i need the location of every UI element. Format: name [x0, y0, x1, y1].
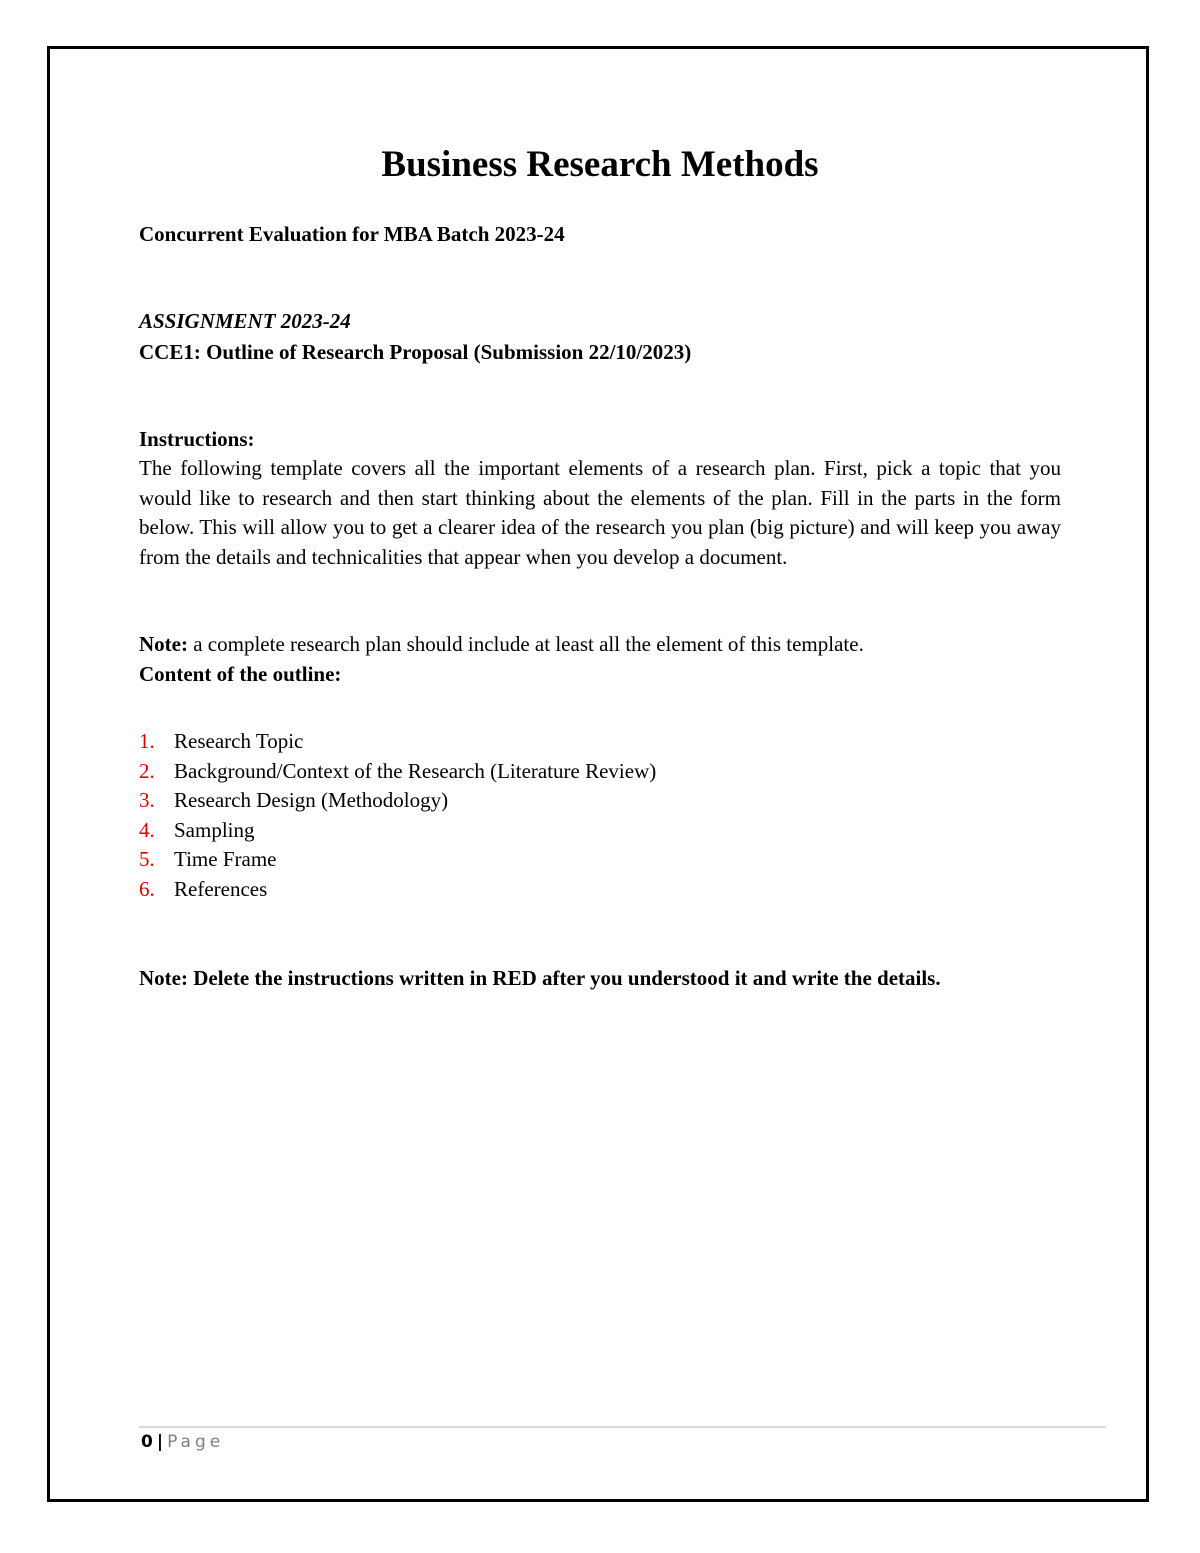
- list-item: [139, 727, 656, 757]
- page-number: 0: [141, 1432, 153, 1452]
- note-text: a complete research plan should include at least all the element of this template.: [187, 632, 864, 656]
- list-item: [139, 816, 656, 846]
- list-item-text: Sampling: [174, 817, 255, 842]
- list-item: [139, 757, 656, 787]
- instructions-label: Instructions:: [139, 427, 255, 451]
- list-item-text: Research Topic: [174, 729, 304, 753]
- page-footer: [141, 1430, 224, 1454]
- list-item-number: 1.: [139, 729, 155, 753]
- document-title: Business Research Methods: [381, 144, 819, 185]
- outline-list: [139, 727, 656, 905]
- list-item: [139, 845, 656, 875]
- list-item-number: 3.: [139, 788, 155, 813]
- cce-title: CCE1: Outline of Research Proposal (Submission 22/10/2023): [139, 340, 692, 364]
- assignment-label: ASSIGNMENT 2023-24: [139, 309, 351, 333]
- list-item-text: Research Design (Methodology): [174, 788, 449, 813]
- list-item-number: 4.: [139, 817, 155, 842]
- instructions-body: The following template covers all the important elements of a research plan. First, pick a topic that you would like to research and then start thinking about the elements of the plan. Fill in the parts in the form below. This will allow you to get a clearer idea of the research you plan (big picture) and will keep you away from the details and technicalities that appear when you develop a document.: [139, 456, 1061, 569]
- note-delete-instructions: Note: Delete the instructions written in RED after you understood it and write the details.: [139, 966, 941, 990]
- list-item-number: 2.: [139, 758, 155, 783]
- list-item: [139, 875, 656, 905]
- list-item-number: 5.: [139, 847, 155, 872]
- list-item-number: 6.: [139, 876, 155, 901]
- list-item-text: Time Frame: [174, 847, 277, 872]
- list-item: [139, 786, 656, 816]
- footer-separator: |: [156, 1432, 164, 1452]
- list-item-text: References: [174, 876, 268, 901]
- footer-divider: [139, 1426, 1106, 1428]
- list-item-text: Background/Context of the Research (Literature Review): [174, 758, 657, 783]
- content-outline-label: Content of the outline:: [139, 662, 342, 686]
- note-label: Note:: [139, 632, 188, 656]
- note-complete-plan: [139, 630, 864, 660]
- page-label: Page: [167, 1432, 225, 1452]
- document-subtitle: Concurrent Evaluation for MBA Batch 2023-24: [139, 222, 565, 246]
